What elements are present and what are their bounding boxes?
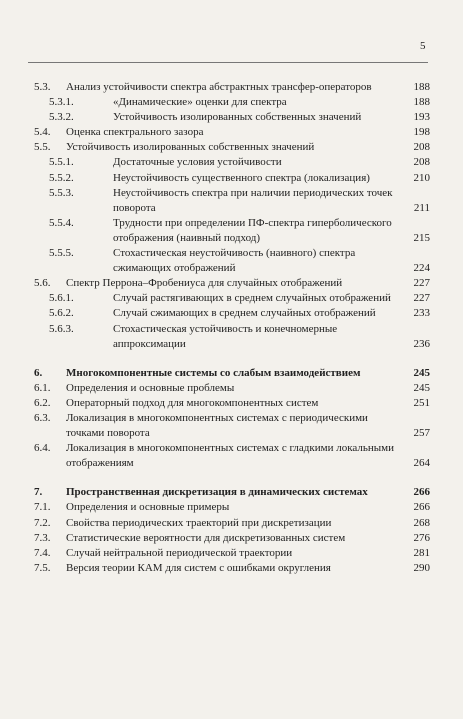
toc-entry-page: 208 xyxy=(413,141,430,154)
toc-entry-page: 215 xyxy=(413,231,430,244)
toc-entry-number: 5.3.2. xyxy=(49,111,74,124)
toc-entry-title: Многокомпонентные системы со слабым взаимодействием xyxy=(66,366,361,379)
toc-entry-page: 251 xyxy=(413,396,430,409)
header-rule xyxy=(28,62,428,63)
toc-entry-number: 5.3. xyxy=(34,81,51,93)
toc-entry xyxy=(34,381,434,396)
toc-entry-number: 7.3. xyxy=(34,531,51,544)
toc-entry xyxy=(34,276,434,291)
toc-entry-page: 257 xyxy=(413,427,430,440)
toc-entry-title: Стохастическая неустойчивость (наивного) спектра сжимающих отображений xyxy=(113,247,356,275)
toc-entry-page: 210 xyxy=(413,171,430,184)
toc-entry-title: Трудности при определении ПФ-спектра гиперболического отображения (наивный подход) xyxy=(113,216,392,244)
toc-entry-page: 211 xyxy=(413,201,430,214)
toc-entry-title: Стохастическая устойчивость и конечномерные аппроксимации xyxy=(113,322,338,350)
toc-entry-number: 7.2. xyxy=(34,516,51,529)
toc-entry-page: 188 xyxy=(413,81,430,93)
toc-entry-title: Определения и основные примеры xyxy=(66,501,230,514)
toc-entry-title: Версия теории КАМ для систем с ошибками округления xyxy=(66,561,331,574)
table-of-contents xyxy=(34,80,434,576)
toc-entry xyxy=(34,186,434,216)
toc-entry-number: 6.2. xyxy=(34,396,51,409)
toc-entry-number: 5.6.1. xyxy=(49,292,74,305)
toc-entry-page: 266 xyxy=(413,501,430,514)
toc-entry-title: Свойства периодических траекторий при дискретизации xyxy=(66,516,332,529)
toc-entry xyxy=(34,125,434,140)
toc-entry xyxy=(34,291,434,306)
toc-entry xyxy=(34,561,434,576)
toc-entry xyxy=(34,140,434,155)
toc-entry-number: 5.6.3. xyxy=(49,322,74,335)
toc-entry xyxy=(34,516,434,531)
toc-entry-title: «Динамические» оценки для спектра xyxy=(113,96,287,109)
toc-entry-page: 227 xyxy=(413,277,430,290)
toc-entry xyxy=(34,95,434,110)
toc-entry-number: 6.3. xyxy=(34,411,51,424)
toc-entry xyxy=(34,322,434,352)
toc-entry-number: 5.5.3. xyxy=(49,186,74,199)
toc-entry-number: 5.5.1. xyxy=(49,156,74,169)
toc-entry-title: Достаточные условия устойчивости xyxy=(113,156,282,169)
toc-entry-page: 268 xyxy=(413,516,430,529)
toc-entry-number: 5.5. xyxy=(34,141,51,154)
toc-entry-title: Локализация в многокомпонентных системах с периодическими точками поворота xyxy=(66,411,368,440)
toc-entry-number: 5.6. xyxy=(34,277,51,290)
toc-entry-page: 193 xyxy=(413,111,430,124)
toc-entry-number: 6. xyxy=(34,366,43,379)
toc-entry xyxy=(34,246,434,276)
toc-entry-title: Оценка спектрального зазора xyxy=(66,126,204,139)
toc-entry-title: Определения и основные проблемы xyxy=(66,381,235,394)
toc-entry-title: Спектр Перрона–Фробениуса для случайных отображений xyxy=(66,277,343,290)
toc-entry xyxy=(34,171,434,186)
toc-entry xyxy=(34,500,434,515)
toc-entry-number: 6.4. xyxy=(34,442,51,455)
toc-entry-number: 5.5.4. xyxy=(49,216,74,229)
toc-entry-title: Анализ устойчивости спектра абстрактных трансфер-операторов xyxy=(66,81,372,93)
toc-entry-page: 208 xyxy=(413,156,430,169)
toc-entry-page: 227 xyxy=(413,292,430,305)
toc-entry-title: Локализация в многокомпонентных системах с гладкими локальными отображениям xyxy=(66,442,394,470)
toc-entry-number: 5.3.1. xyxy=(49,96,74,109)
toc-entry xyxy=(34,531,434,546)
toc-entry-page: 245 xyxy=(413,366,430,379)
toc-entry xyxy=(34,110,434,125)
toc-entry-page: 290 xyxy=(413,561,430,574)
toc-entry-number: 5.5.2. xyxy=(49,171,74,184)
toc-entry xyxy=(34,155,434,170)
toc-entry-number: 7.5. xyxy=(34,561,51,574)
toc-entry xyxy=(34,411,434,441)
toc-entry-number: 5.5.5. xyxy=(49,247,74,260)
toc-entry-title: Устойчивость изолированных собственных значений xyxy=(66,141,315,154)
toc-entry-page: 224 xyxy=(413,262,430,275)
toc-entry-number: 6.1. xyxy=(34,381,51,394)
toc-entry-page: 198 xyxy=(413,126,430,139)
toc-entry-page: 276 xyxy=(413,531,430,544)
toc-entry-title: Случай растягивающих в среднем случайных отображений xyxy=(113,292,391,305)
toc-chapter-entry xyxy=(34,366,434,381)
toc-entry-title: Статистические вероятности для дискретизованных систем xyxy=(66,531,346,544)
toc-entry-page: 245 xyxy=(413,381,430,394)
toc-entry-title: Пространственная дискретизация в динамических системах xyxy=(66,486,368,499)
toc-entry-number: 5.4. xyxy=(34,126,51,139)
toc-entry-number: 7. xyxy=(34,486,43,499)
toc-entry-number: 7.4. xyxy=(34,546,51,559)
toc-entry-page: 233 xyxy=(413,307,430,320)
toc-entry xyxy=(34,441,434,471)
toc-entry-number: 7.1. xyxy=(34,501,51,514)
toc-entry-title: Случай нейтральной периодической траектории xyxy=(66,546,293,559)
toc-chapter-entry xyxy=(34,485,434,500)
toc-entry xyxy=(34,80,434,95)
toc-entry-title: Случай сжимающих в среднем случайных отображений xyxy=(113,307,376,320)
toc-entry-page: 264 xyxy=(413,457,430,470)
toc-entry xyxy=(34,306,434,321)
toc-entry-title: Устойчивость изолированных собственных значений xyxy=(113,111,362,124)
toc-entry-title: Операторный подход для многокомпонентных систем xyxy=(66,396,319,409)
toc-entry xyxy=(34,216,434,246)
toc-entry-page: 188 xyxy=(413,96,430,109)
page-number: 5 xyxy=(420,40,426,52)
toc-entry xyxy=(34,546,434,561)
toc-entry-page: 281 xyxy=(413,546,430,559)
toc-entry-page: 236 xyxy=(413,337,430,350)
toc-entry-number: 5.6.2. xyxy=(49,307,74,320)
toc-entry-page: 266 xyxy=(413,486,430,499)
toc-entry-title: Неустойчивость существенного спектра (локализация) xyxy=(113,171,370,184)
toc-entry-title: Неустойчивость спектра при наличии периодических точек поворота xyxy=(113,186,393,214)
toc-entry xyxy=(34,396,434,411)
